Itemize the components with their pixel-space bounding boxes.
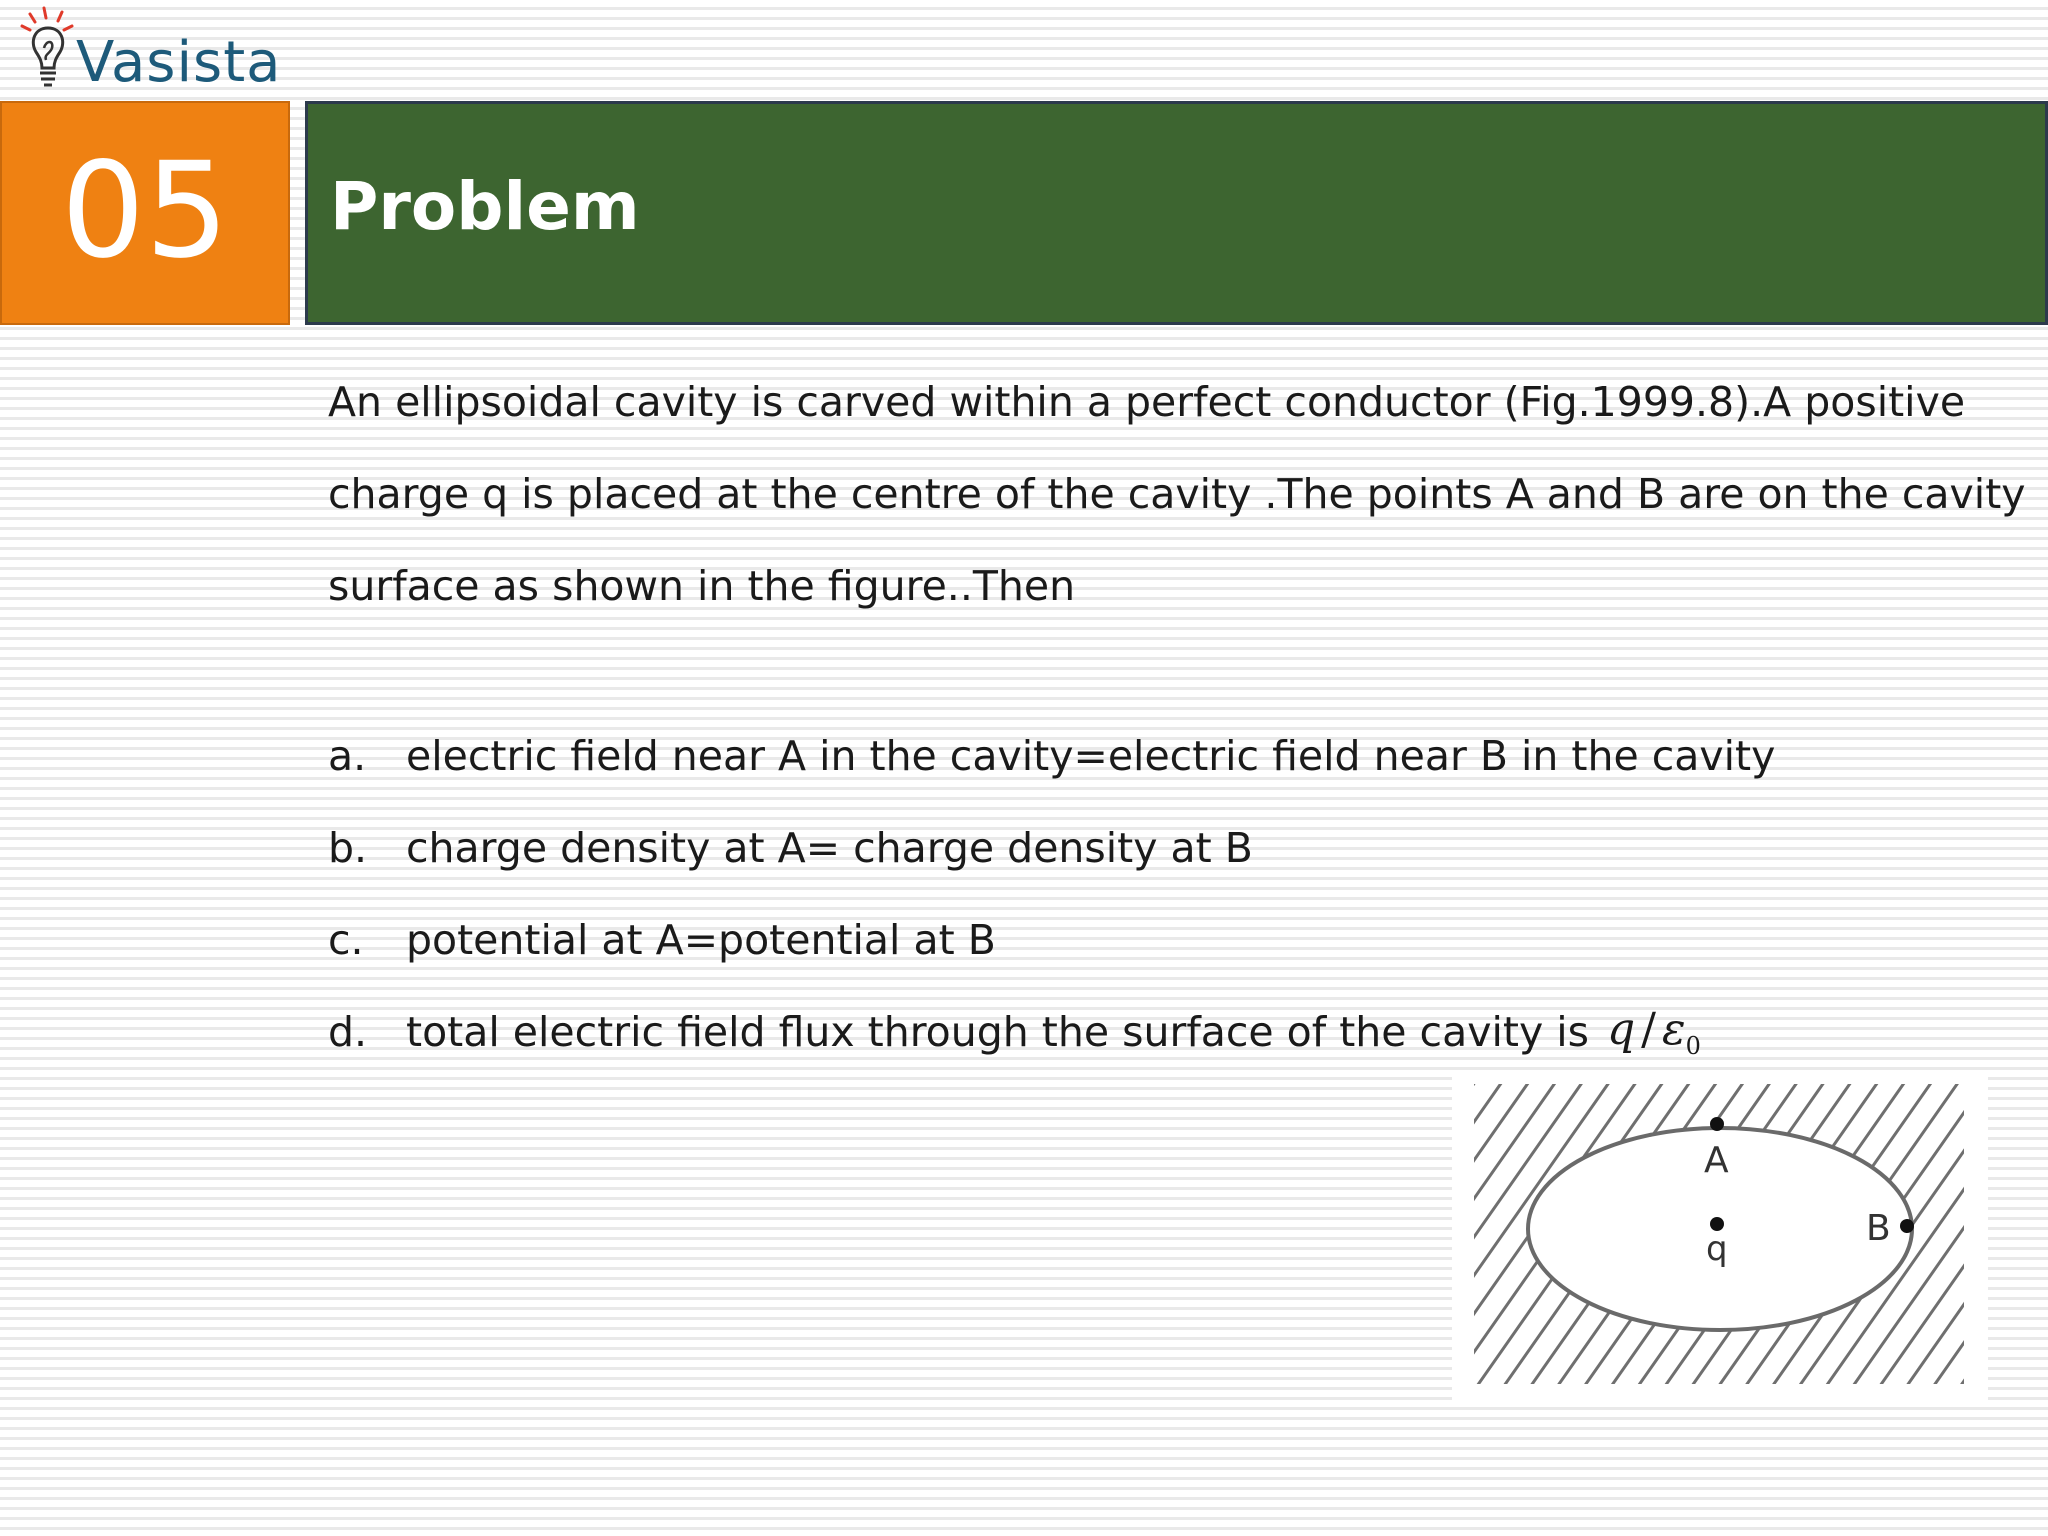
problem-statement: An ellipsoidal cavity is carved within a perfect conductor (Fig.1999.8).A positive charge q is placed at the centre of the cavity .The points A and B are on the cavity surface as shown in the figure..Then	[328, 378, 2026, 610]
option-a	[328, 710, 2028, 802]
label-a: A	[1704, 1140, 1729, 1181]
option-letter: d.	[328, 1008, 368, 1056]
flux-formula	[1607, 1004, 1701, 1060]
option-letter: c.	[328, 916, 364, 964]
option-text: total electric field flux through the surface of the cavity is	[406, 1008, 1589, 1056]
option-letter: a.	[328, 732, 367, 780]
option-b	[328, 802, 2028, 894]
option-text: electric field near A in the cavity=electric field near B in the cavity	[406, 732, 1776, 780]
option-d	[328, 986, 2028, 1078]
formula-slash: /	[1641, 1004, 1656, 1056]
title-bar	[305, 101, 2048, 325]
slide-number: 05	[61, 134, 229, 288]
logo-text: Vasista	[76, 30, 282, 95]
slide-title: Problem	[330, 168, 640, 245]
formula-numerator: q	[1607, 1004, 1636, 1056]
lightbulb-icon	[18, 4, 78, 94]
point-b-dot	[1900, 1219, 1914, 1233]
formula-epsilon: ε	[1662, 1004, 1686, 1056]
options-list	[328, 710, 2028, 1078]
point-a-dot	[1710, 1117, 1724, 1131]
label-b: B	[1866, 1208, 1891, 1249]
option-text: charge density at A= charge density at B	[406, 824, 1253, 872]
slide-number-box	[0, 101, 290, 325]
cavity-diagram	[1452, 1074, 1988, 1404]
option-text: potential at A=potential at B	[406, 916, 996, 964]
formula-subscript: 0	[1685, 1031, 1701, 1060]
vasista-logo	[18, 4, 288, 100]
cavity-figure	[1452, 1074, 1988, 1404]
label-q: q	[1706, 1229, 1728, 1269]
option-c	[328, 894, 2028, 986]
option-letter: b.	[328, 824, 368, 872]
